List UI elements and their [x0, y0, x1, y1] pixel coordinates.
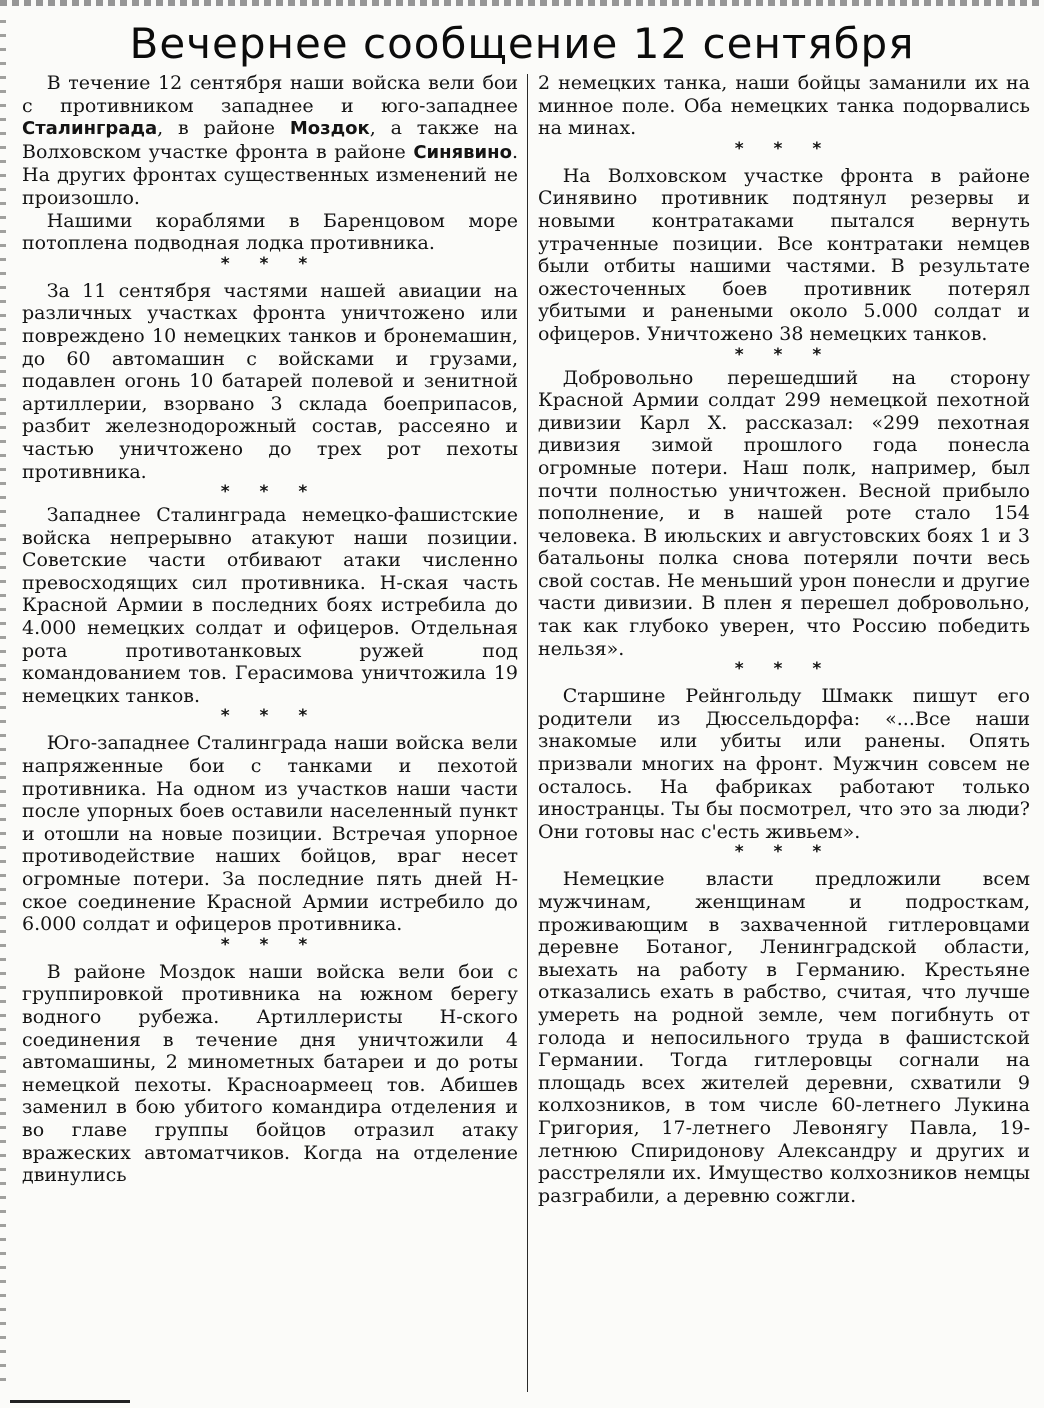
bottom-rule: [10, 1400, 130, 1403]
paragraph-volkhov: На Волховском участке фронта в районе Синявино противник подтянул резервы и новыми контратаками пытался вернуть утраченные позиции. Все контратаки немцев были отбиты нашими частями. В результате ожесточенных боев противник потерял убитыми и ранеными около 5.000 солдат и офицеров. Уничтожено 38 немецких танков.: [538, 164, 1030, 345]
place-name-bold: Синявино: [413, 141, 512, 163]
scan-left-edge: [0, 20, 6, 1390]
text-run: , в районе: [157, 117, 290, 140]
paragraph-defector: Добровольно перешедший на сторону Красной Армии солдат 299 немецкой пехотной дивизии Карл Х. рассказал: «299 пехотная дивизия зимой прошлого года понесла огромные потери. Наш полк, например, был почти полностью уничтожен. Весной прибыло пополнение, и в нашей роте стало 154 человека. В июльских и августовских боях 1 и 3 батальоны полка снова потеряли почти весь свой состав. Не меньший урон понесли и другие части дивизии. В плен я перешел добровольно, так как глубоко уверен, что Россию победить нельзя».: [538, 366, 1030, 660]
text-run: , а также на Волховском участке фронта в районе: [22, 117, 518, 163]
place-name-bold: Моздок: [289, 118, 370, 140]
section-separator: * * *: [220, 482, 320, 503]
paragraph-west-stalingrad: Западнее Сталинграда немецко-фашистские войска непрерывно атакуют наши позиции. Советские части отбивают атаки численно превосходящих сил противника. Н-ская часть Красной Армии в последних боях истребила до 4.000 немецких солдат и офицеров. Отдельная рота противотанковых ружей под командованием тов. Герасимова уничтожила 19 немецких танков.: [22, 504, 518, 707]
paragraph-mozdok-continued: 2 немецких танка, наши бойцы заманили их на минное поле. Оба немецких танка подорвались на минах.: [538, 72, 1030, 140]
section-separator: * * *: [734, 842, 834, 863]
paragraph-letter: Старшине Рейнгольду Шмакк пишут его родители из Дюссельдорфа: «...Все наши знакомые или убиты или ранены. Опять призвали многих на фронт. Мужчин совсем не осталось. На фабриках работают только иностранцы. Ты бы посмотрел, что это за люди? Они готовы нас с'есть живьем».: [538, 685, 1030, 843]
place-name-bold: Сталинграда: [22, 118, 158, 140]
section-separator: * * *: [220, 934, 320, 955]
column-divider: [527, 74, 528, 1392]
section-separator: * * *: [734, 138, 834, 159]
torn-top-edge: [0, 0, 1044, 6]
paragraph-barents-sea: Нашими кораблями в Баренцовом море потоплена подводная лодка противника.: [22, 209, 518, 255]
section-separator: * * *: [220, 253, 320, 274]
paragraph-botanog-village: Немецкие власти предложили всем мужчинам, женщинам и подросткам, проживающим в захваченной гитлеровцами деревне Ботаног, Ленинградской области, выехать на работу в Германию. Крестьяне отказались ехать в рабство, считая, что лучше умереть на родной земле, чем погибнуть от голода и непосильного труда в фашистской Германии. Тогда гитлеровцы согнали на площадь всех жителей деревни, схватили 9 колхозников, в том числе 60-летнего Лукина Григория, 17-летнего Левонягу Павла, 19-летнюю Спиридонову Александру и других и расстреляли их. Имущество колхозников немцы разграбили, а деревню сожгли.: [538, 868, 1030, 1207]
paragraph-front-summary: [22, 72, 518, 210]
section-separator: * * *: [734, 344, 834, 365]
article-headline: Вечернее сообщение 12 сентября: [129, 19, 915, 68]
paragraph-aviation: За 11 сентября частями нашей авиации на различных участках фронта уничтожено или повреждено 10 немецких танков и бронемашин, до 60 автомашин с войсками и грузами, подавлен огонь 10 батарей полевой и зенитной артиллерии, взорвано 3 склада боеприпасов, разбит железнодорожный состав, рассеяно и частью уничтожено до трех рот пехоты противника.: [22, 279, 518, 483]
text-run: . На других фронтах существенных изменений не произошло.: [22, 140, 518, 209]
right-column: [538, 72, 1030, 1207]
paragraph-mozdok: В районе Моздок наши войска вели бои с группировкой противника на южном берегу водного рубежа. Артиллеристы Н-ского соединения в течение дня уничтожили 4 автомашины, 2 минометных батареи и до роты немецкой пехоты. Красноармеец тов. Абишев заменил в бою убитого командира отделения и во главе группы бойцов отразил атаку вражеских автоматчиков. Когда на отделение двинулись: [22, 960, 518, 1187]
section-separator: * * *: [734, 659, 834, 680]
left-column: [22, 72, 518, 1187]
section-separator: * * *: [220, 706, 320, 727]
text-run: В течение 12 сентября наши войска вели бои с противником западнее и юго-западнее: [22, 72, 518, 117]
paragraph-southwest-stalingrad: Юго-западнее Сталинграда наши войска вели напряженные бои с танками и пехотой противника. На одном из участков наши части после упорных боев оставили населенный пункт и отошли на новые позиции. Встречая упорное противодействие наших бойцов, враг несет огромные потери. За последние пять дней Н-ское соединение Красной Армии истребило до 6.000 солдат и офицеров противника.: [22, 732, 518, 936]
